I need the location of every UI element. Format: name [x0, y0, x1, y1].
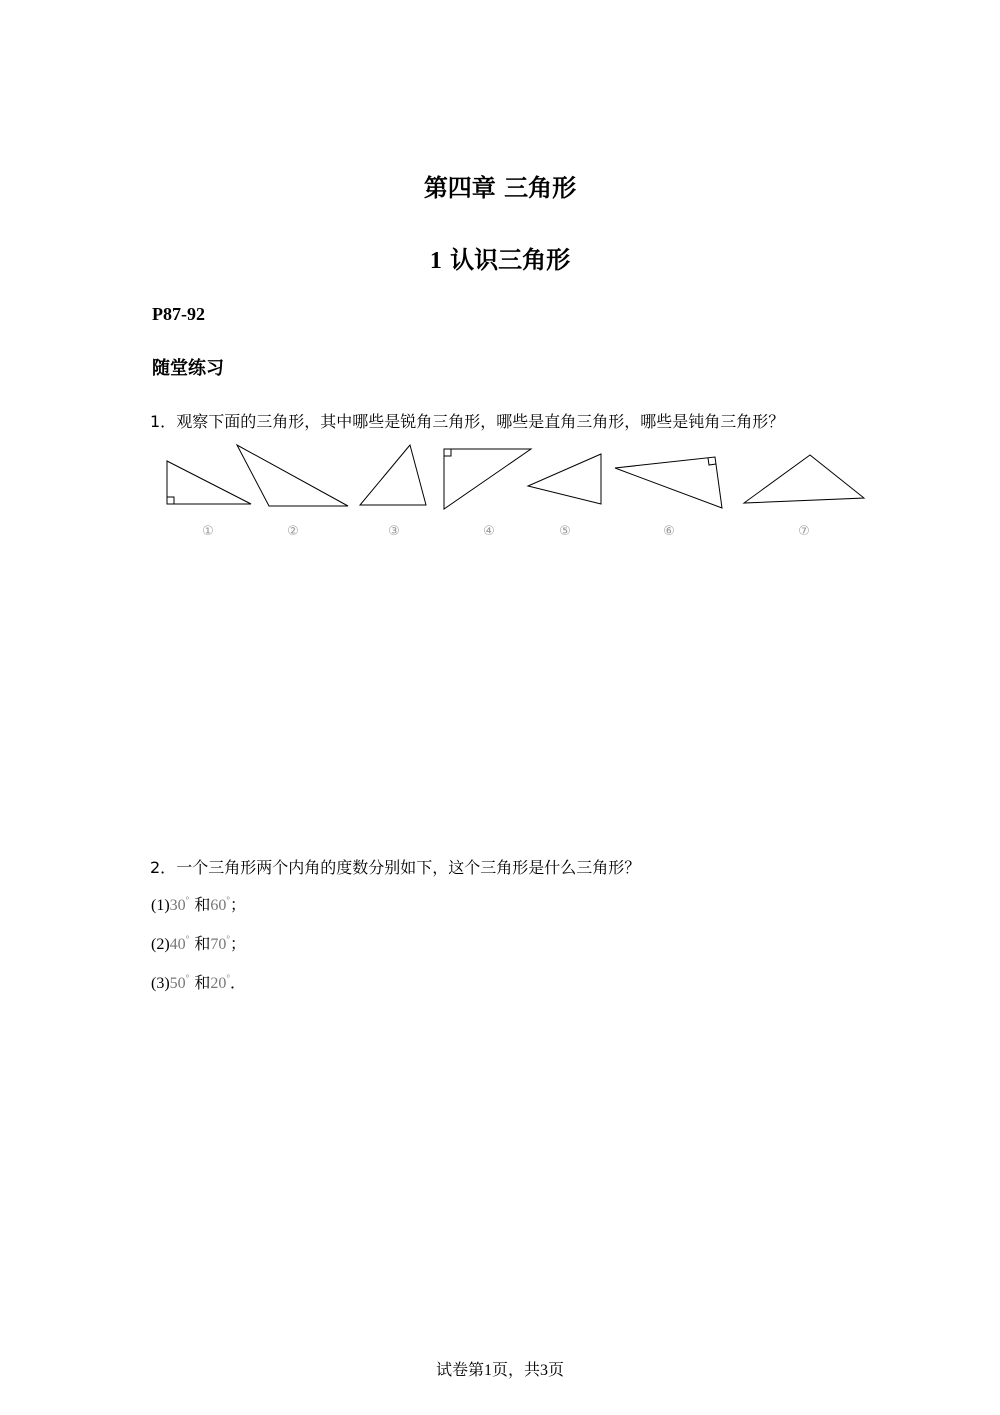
question-2-item — [151, 970, 246, 993]
triangle-label-4: ④ — [483, 524, 495, 539]
triangle-label-5: ⑤ — [559, 524, 571, 539]
angle-b: 60° — [210, 895, 230, 914]
triangle-7 — [744, 455, 864, 503]
section-number: 1 — [429, 248, 442, 274]
item-index: (3) — [151, 975, 170, 992]
current-page: 1 — [483, 1362, 492, 1379]
question-2-item — [151, 892, 246, 915]
section-name: 认识三角形 — [450, 246, 571, 274]
question-1 — [150, 409, 784, 432]
triangle-label-2: ② — [287, 524, 299, 539]
joiner: 和 — [194, 973, 211, 992]
angle-a: 50° — [169, 973, 190, 992]
item-index: (1) — [151, 897, 170, 914]
triangle-4 — [444, 449, 531, 509]
triangle-label-6: ⑥ — [663, 524, 675, 539]
joiner: 和 — [194, 895, 211, 914]
triangle-label-3: ③ — [388, 524, 400, 539]
triangle-1 — [167, 461, 251, 504]
question-2 — [150, 855, 640, 878]
triangle-2 — [237, 445, 348, 506]
angle-b: 70° — [210, 934, 230, 953]
joiner: 和 — [194, 934, 211, 953]
chapter-title: 第四章 三角形 — [423, 174, 577, 202]
section-title — [0, 240, 1000, 275]
triangle-3 — [360, 445, 426, 505]
total-pages: 3 — [540, 1362, 548, 1379]
question-2-number: 2． — [150, 858, 177, 877]
item-end: ． — [229, 973, 246, 992]
question-1-number: 1． — [150, 412, 177, 431]
triangles-figure — [150, 440, 870, 540]
angle-b: 20° — [210, 973, 230, 992]
page-footer: 试卷第1页，共3页 — [435, 1360, 565, 1379]
question-2-item — [151, 931, 246, 954]
item-index: (2) — [151, 936, 170, 953]
triangle-5 — [528, 454, 601, 504]
angle-a: 40° — [169, 934, 190, 953]
question-1-text: 观察下面的三角形，其中哪些是锐角三角形，哪些是直角三角形，哪些是钝角三角形？ — [176, 412, 785, 431]
triangle-6 — [615, 457, 722, 508]
triangle-label-1: ① — [202, 524, 214, 539]
practice-heading: 随堂练习 — [152, 358, 224, 379]
question-2-text: 一个三角形两个内角的度数分别如下，这个三角形是什么三角形？ — [176, 858, 641, 877]
page-range: P87-92 — [152, 304, 205, 324]
item-end: ； — [229, 934, 246, 953]
item-end: ； — [229, 895, 246, 914]
triangle-label-7: ⑦ — [798, 524, 810, 539]
angle-a: 30° — [169, 895, 190, 914]
